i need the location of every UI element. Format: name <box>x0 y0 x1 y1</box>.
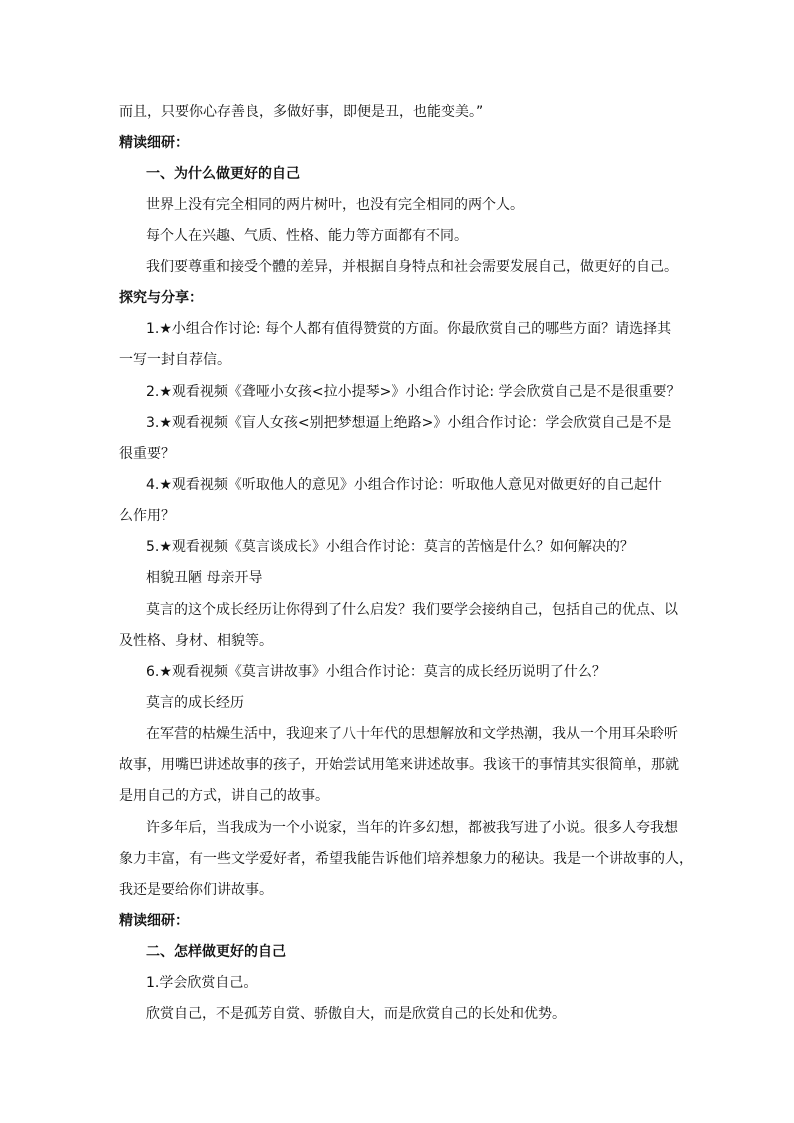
paragraph-line: 我们要尊重和接受个體的差异，并根据自身特点和社会需要发展自己，做更好的自己。 <box>146 259 678 275</box>
paragraph-line: 象力丰富，有一些文学爱好者，希望我能告诉他们培养想象力的秘诀。我是一个讲故事的人， <box>119 851 693 867</box>
paragraph-line: 莫言的成长经历 <box>146 695 244 711</box>
paragraph-line: 而且，只要你心存善良，多做好事，即便是丑，也能变美。” <box>119 104 484 120</box>
paragraph-line: 我还是要给你们讲故事。 <box>119 882 273 898</box>
paragraph-line: 是用自己的方式，讲自己的故事。 <box>119 788 329 804</box>
paragraph-line: 1.学会欣赏自己。 <box>146 975 258 991</box>
paragraph-line: 相貌丑陋 母亲开导 <box>146 570 263 586</box>
subsection-heading: 一、为什么做更好的自己 <box>146 166 300 182</box>
paragraph-line: 很重要？ <box>119 446 175 462</box>
subsection-heading: 二、怎样做更好的自己 <box>146 944 286 960</box>
paragraph-line: 世界上没有完全相同的两片树叶，也没有完全相同的两个人。 <box>146 197 524 213</box>
paragraph-line: 在军营的枯燥生活中，我迎来了八十年代的思想解放和文学热潮，我从一个用耳朵聆听 <box>146 726 678 742</box>
paragraph-line: 莫言的这个成长经历让你得到了什么启发？我们要学会接纳自己，包括自己的优点、以 <box>146 602 678 618</box>
paragraph-line: 4.★观看视频《听取他人的意见》小组合作讨论：听取他人意见对做更好的自己起什 <box>146 477 662 493</box>
paragraph-line: 及性格、身材、相貌等。 <box>119 633 273 649</box>
paragraph-line: 3.★观看视频《盲人女孩<别把梦想逼上绝路>》小组合作讨论：学会欣赏自己是不是 <box>146 415 672 431</box>
paragraph-line: 一写一封自荐信。 <box>119 352 231 368</box>
paragraph-line: 2.★观看视频《聋哑小女孩<拉小提琴>》小组合作讨论: 学会欣赏自己是不是很重要？ <box>146 384 681 400</box>
paragraph-line: 么作用？ <box>119 508 175 524</box>
section-heading: 精读细研： <box>119 135 189 151</box>
paragraph-line: 欣赏自己，不是孤芳自赏、骄傲自大，而是欣赏自己的长处和优势。 <box>146 1006 566 1022</box>
paragraph-line: 故事，用嘴巴讲述故事的孩子，开始尝试用笔来讲述故事。我该干的事情其实很简单，那就 <box>119 757 679 773</box>
paragraph-line: 许多年后，当我成为一个小说家，当年的许多幻想，都被我写进了小说。很多人夸我想 <box>146 820 678 836</box>
section-heading: 探究与分享： <box>119 290 203 306</box>
paragraph-line: 1.★小组合作讨论: 每个人都有值得赞赏的方面。你最欣赏自己的哪些方面？请选择其 <box>146 321 672 337</box>
paragraph-line: 5.★观看视频《莫言谈成长》小组合作讨论：莫言的苦恼是什么？如何解决的？ <box>146 539 634 555</box>
section-heading: 精读细研： <box>119 913 189 929</box>
paragraph-line: 6.★观看视频《莫言讲故事》小组合作讨论：莫言的成长经历说明了什么？ <box>146 664 606 680</box>
paragraph-line: 每个人在兴趣、气质、性格、能力等方面都有不同。 <box>146 228 468 244</box>
